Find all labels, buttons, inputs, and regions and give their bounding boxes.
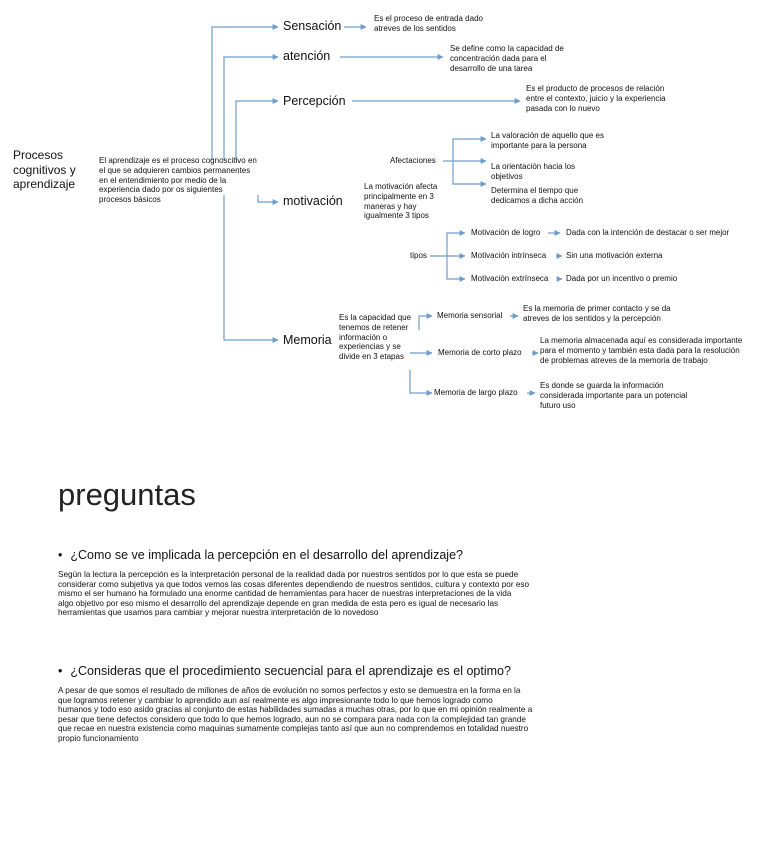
node-sensacion: Sensación [283,19,342,33]
root-node: Procesos cognitivos y aprendizaje [13,148,76,192]
answer-text: Según la lectura la percepción es la interpretación personal de la realidad dada por nuestros sentidos por lo que esta se puede considerar como subjetiva ya que todos vemos las cosas diferentes dependiendo de nuestros sentidos, cultura y contexto por eso mismo el ser humano ha formulado una enorme cantidad de herramientas para hacer de nuestras interpretaciones de la vida algo objetivo por eso mismo el desarrollo del aprendizaje depende en gran medida de esta pero es igual de necesario las herramientas que usamos para cambiar y mejorar nuestra interpretación de lo novedoso [58,570,530,618]
tipo-desc: Dada por un incentivo o premio [566,274,678,283]
afectacion-item: La valoración de aquello que es importante para la persona [491,131,604,150]
tipo-name: Motivación de logro [471,228,541,237]
question-title [58,548,463,562]
answer-text: A pesar de que somos el resultado de millones de años de evolución no somos perfectos y esto se demuestra en la forma en la que logramos retener y cambiar lo aprendido aun así realmente es algo impresionante todo lo que hemos logrado como humanos y todo eso asido gracias al conjunto de estas habilidades sumadas a muchas otras, por lo que en mi opinión realmente a pesar que tiene defectos considero que todo lo que hemos logrado, aun no se compara para nada con la complejidad tan grande que recae en nuestra existencia como maquinas sumamente complejas tanto así que aun no comprendemos en totalidad nuestro propio funcionamiento [58,686,533,743]
tipo-name: Motivación extrínseca [471,274,549,283]
question-text: ¿Como se ve implicada la percepción en el desarrollo del aprendizaje? [70,548,463,562]
connector-percepcion [236,101,278,160]
afectaciones-label: Afectaciones [390,156,436,165]
desc-motivacion: La motivación afecta principalmente en 3 maneras y hay igualmente 3 tipos [364,182,438,221]
connector-sensacion [212,27,278,160]
connector-motivacion [258,195,278,202]
node-atencion: atención [283,49,331,63]
connector-atencion [224,57,278,160]
desc-sensacion: Es el proceso de entrada dado atreves de los sentidos [374,14,483,33]
connector-afect-3 [453,161,486,184]
desc-percepcion: Es el producto de procesos de relación entre el contexto, juicio y la experiencia pasada con lo nuevo [526,84,666,113]
etapa-name: Memoria de largo plazo [434,388,518,397]
connector-etapa-1 [419,316,432,330]
connector-tipo-1 [447,233,465,256]
tipo-desc: Dada con la intención de destacar o ser mejor [566,228,730,237]
questions-heading: preguntas [58,477,196,512]
desc-atencion: Se define como la capacidad de concentración dada para el desarrollo de una tarea [450,44,564,73]
question-title [58,664,511,678]
connector-afect-1 [453,139,486,161]
node-memoria: Memoria [283,333,332,347]
etapa-desc: La memoria almacenada aquí es considerada importante para el momento y también esta dada para la resolución de problemas atreves de la memoria de trabajo [540,336,743,365]
desc-memoria: Es la capacidad que tenemos de retener información o experiencias y se divide en 3 etapas [339,313,412,361]
afectacion-item: Determina el tiempo que dedicamos a dicha acción [491,186,584,205]
node-motivacion: motivación [283,194,343,208]
bullet: • [58,664,63,678]
definition-text: El aprendizaje es el proceso cognoscitivo en el que se adquieren cambios permanentes en el entendimiento por medio de la experiencia dado por os siguientes procesos básicos [99,156,257,204]
concept-map [0,0,768,430]
connector-tipo-3 [447,256,465,279]
connector-etapa-3 [410,370,432,393]
etapa-name: Memoria de corto plazo [438,348,522,357]
afectacion-item: La orientación hacia los objetivos [491,162,576,181]
etapa-desc: Es donde se guarda la información considerada importante para un potencial futuro uso [540,381,688,410]
tipo-name: Motivación intrínseca [471,251,547,260]
etapa-desc: Es la memoria de primer contacto y se da atreves de los sentidos y la percepción [523,304,671,323]
connector-memoria [224,195,278,340]
tipos-label: tipos [410,251,427,260]
node-percepcion: Percepción [283,94,346,108]
question-text: ¿Consideras que el procedimiento secuencial para el aprendizaje es el optimo? [70,664,511,678]
etapa-name: Memoria sensorial [437,311,503,320]
tipo-desc: Sin una motivación externa [566,251,663,260]
bullet: • [58,548,63,562]
